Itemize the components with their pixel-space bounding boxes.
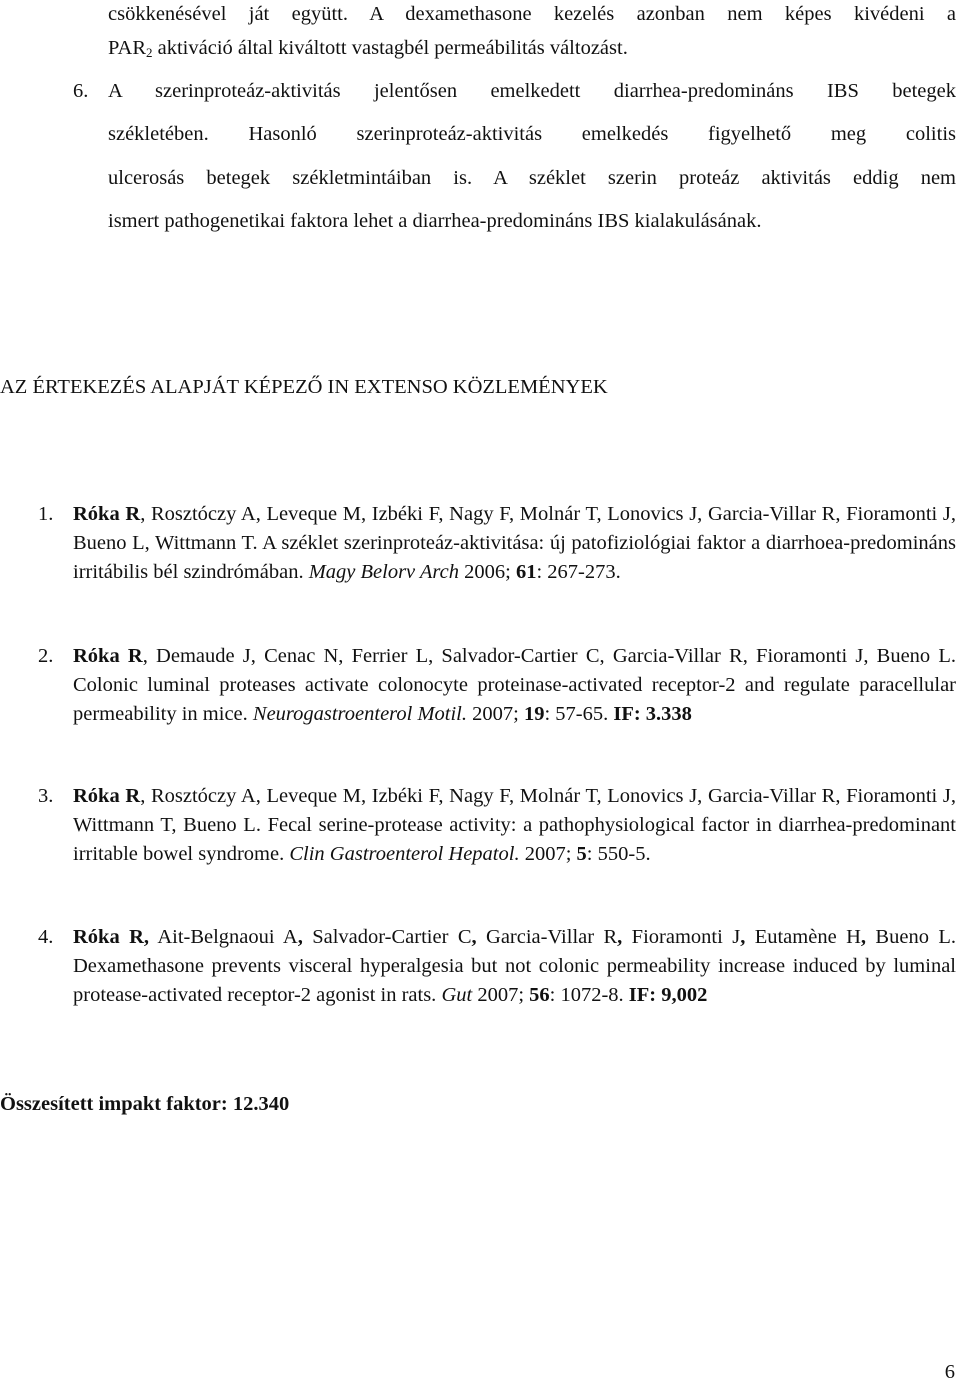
reference-authors: , Rosztóczy A, Leveque M, Izbéki F, Nagy F, Molnár T, Lonovics J, Garcia-Villar R, Fioramonti J, Bueno L, Wittmann T. <box>73 503 956 554</box>
total-impact-factor: Összesített impakt faktor: 12.340 <box>0 1093 290 1115</box>
paragraph-line: székletében. Hasonló szerinproteáz-aktivitás emelkedés figyelhető meg colitis <box>108 123 956 145</box>
reference-title: Fecal serine-protease activity: a pathophysiological factor in diarrhea-predominant irritable bowel syndrome. <box>73 814 956 865</box>
reference-title: A széklet szerinproteáz-aktivitása: új patofiziológiai faktor a diarrhoea-predomináns irritábilis bél szindrómában. <box>73 532 956 583</box>
paragraph-line: A szerinproteáz-aktivitás jelentősen emelkedett diarrhea-predomináns IBS betegek <box>108 80 956 102</box>
reference-year: 2006; <box>459 561 516 583</box>
reference-pages: : 1072-8. <box>549 984 629 1006</box>
reference-pages: : 550-5. <box>586 843 651 865</box>
section-title: AZ ÉRTEKEZÉS ALAPJÁT KÉPEZŐ IN EXTENSO KÖZLEMÉNYEK <box>0 376 608 398</box>
paragraph-line <box>108 34 628 63</box>
reference-author-bold: Róka R <box>73 503 141 525</box>
reference-item <box>73 923 956 1010</box>
reference-author: Salvador-Cartier C <box>302 926 472 948</box>
reference-separator: , <box>860 926 867 948</box>
reference-author: Eutamène H <box>745 926 861 948</box>
reference-author-bold: Róka R <box>73 645 143 667</box>
reference-journal: Gut <box>441 984 473 1006</box>
reference-number: 2. <box>38 645 54 667</box>
reference-pages: : 57-65. <box>544 703 614 725</box>
paragraph-line: ulcerosás betegek székletmintáiban is. A széklet szerin proteáz aktivitás eddig nem <box>108 167 956 189</box>
text-span: aktiváció által kiváltott vastagbél permeábilitás változást. <box>152 37 628 59</box>
reference-year: 2007; <box>472 984 530 1006</box>
reference-volume: 5 <box>576 843 587 865</box>
reference-author-bold: Róka R <box>73 785 141 807</box>
subscript: 2 <box>146 45 153 60</box>
reference-authors: , Demaude J, Cenac N, Ferrier L, Salvador-Cartier C, Garcia-Villar R, Fioramonti J, Bueno L. <box>142 645 957 667</box>
reference-title: Colonic luminal proteases activate colonocyte proteinase-activated receptor-2 and regulate paracellular permeability in mice. <box>73 674 956 725</box>
reference-year: 2007; <box>519 843 577 865</box>
reference-pages: : 267-273. <box>536 561 621 583</box>
reference-title: Dexamethasone prevents visceral hyperalgesia but not colonic permeability increase induced by luminal protease-activated receptor-2 agonist in rats. <box>73 955 956 1006</box>
reference-number: 4. <box>38 926 54 948</box>
text-span: PAR <box>108 37 146 59</box>
reference-author: Fioramonti J <box>622 926 741 948</box>
list-number: 6. <box>73 80 89 102</box>
reference-number: 3. <box>38 785 54 807</box>
reference-author: Ait-Belgnaoui A <box>149 926 298 948</box>
reference-separator: , <box>617 926 623 948</box>
page-number: 6 <box>944 1361 955 1383</box>
reference-separator: , <box>471 926 477 948</box>
reference-volume: 61 <box>515 561 537 583</box>
reference-author: Bueno L. <box>866 926 956 948</box>
reference-journal: Magy Belorv Arch <box>308 561 459 583</box>
reference-authors: , Rosztóczy A, Leveque M, Izbéki F, Nagy F, Molnár T, Lonovics J, Garcia-Villar R, Fioramonti J, Wittmann T, Bueno L. <box>73 785 956 836</box>
reference-journal: Clin Gastroenterol Hepatol. <box>289 843 520 865</box>
reference-number: 1. <box>38 503 54 525</box>
paragraph-line: csökkenésével ját együtt. A dexamethasone kezelés azonban nem képes kivédeni a <box>108 3 956 25</box>
reference-year: 2007; <box>467 703 524 725</box>
impact-factor: IF: 3.338 <box>613 703 692 725</box>
reference-journal: Neurogastroenterol Motil. <box>252 703 467 725</box>
reference-author-bold: Róka R, <box>73 926 150 948</box>
reference-item <box>73 782 956 869</box>
reference-separator: , <box>740 926 746 948</box>
paragraph-line: ismert pathogenetikai faktora lehet a diarrhea-predomináns IBS kialakulásának. <box>108 210 762 232</box>
reference-item <box>73 642 956 729</box>
reference-volume: 19 <box>523 703 545 725</box>
reference-volume: 56 <box>529 984 550 1006</box>
reference-author: Garcia-Villar R <box>476 926 618 948</box>
reference-item <box>73 500 956 587</box>
impact-factor: IF: 9,002 <box>628 984 708 1006</box>
reference-separator: , <box>297 926 303 948</box>
